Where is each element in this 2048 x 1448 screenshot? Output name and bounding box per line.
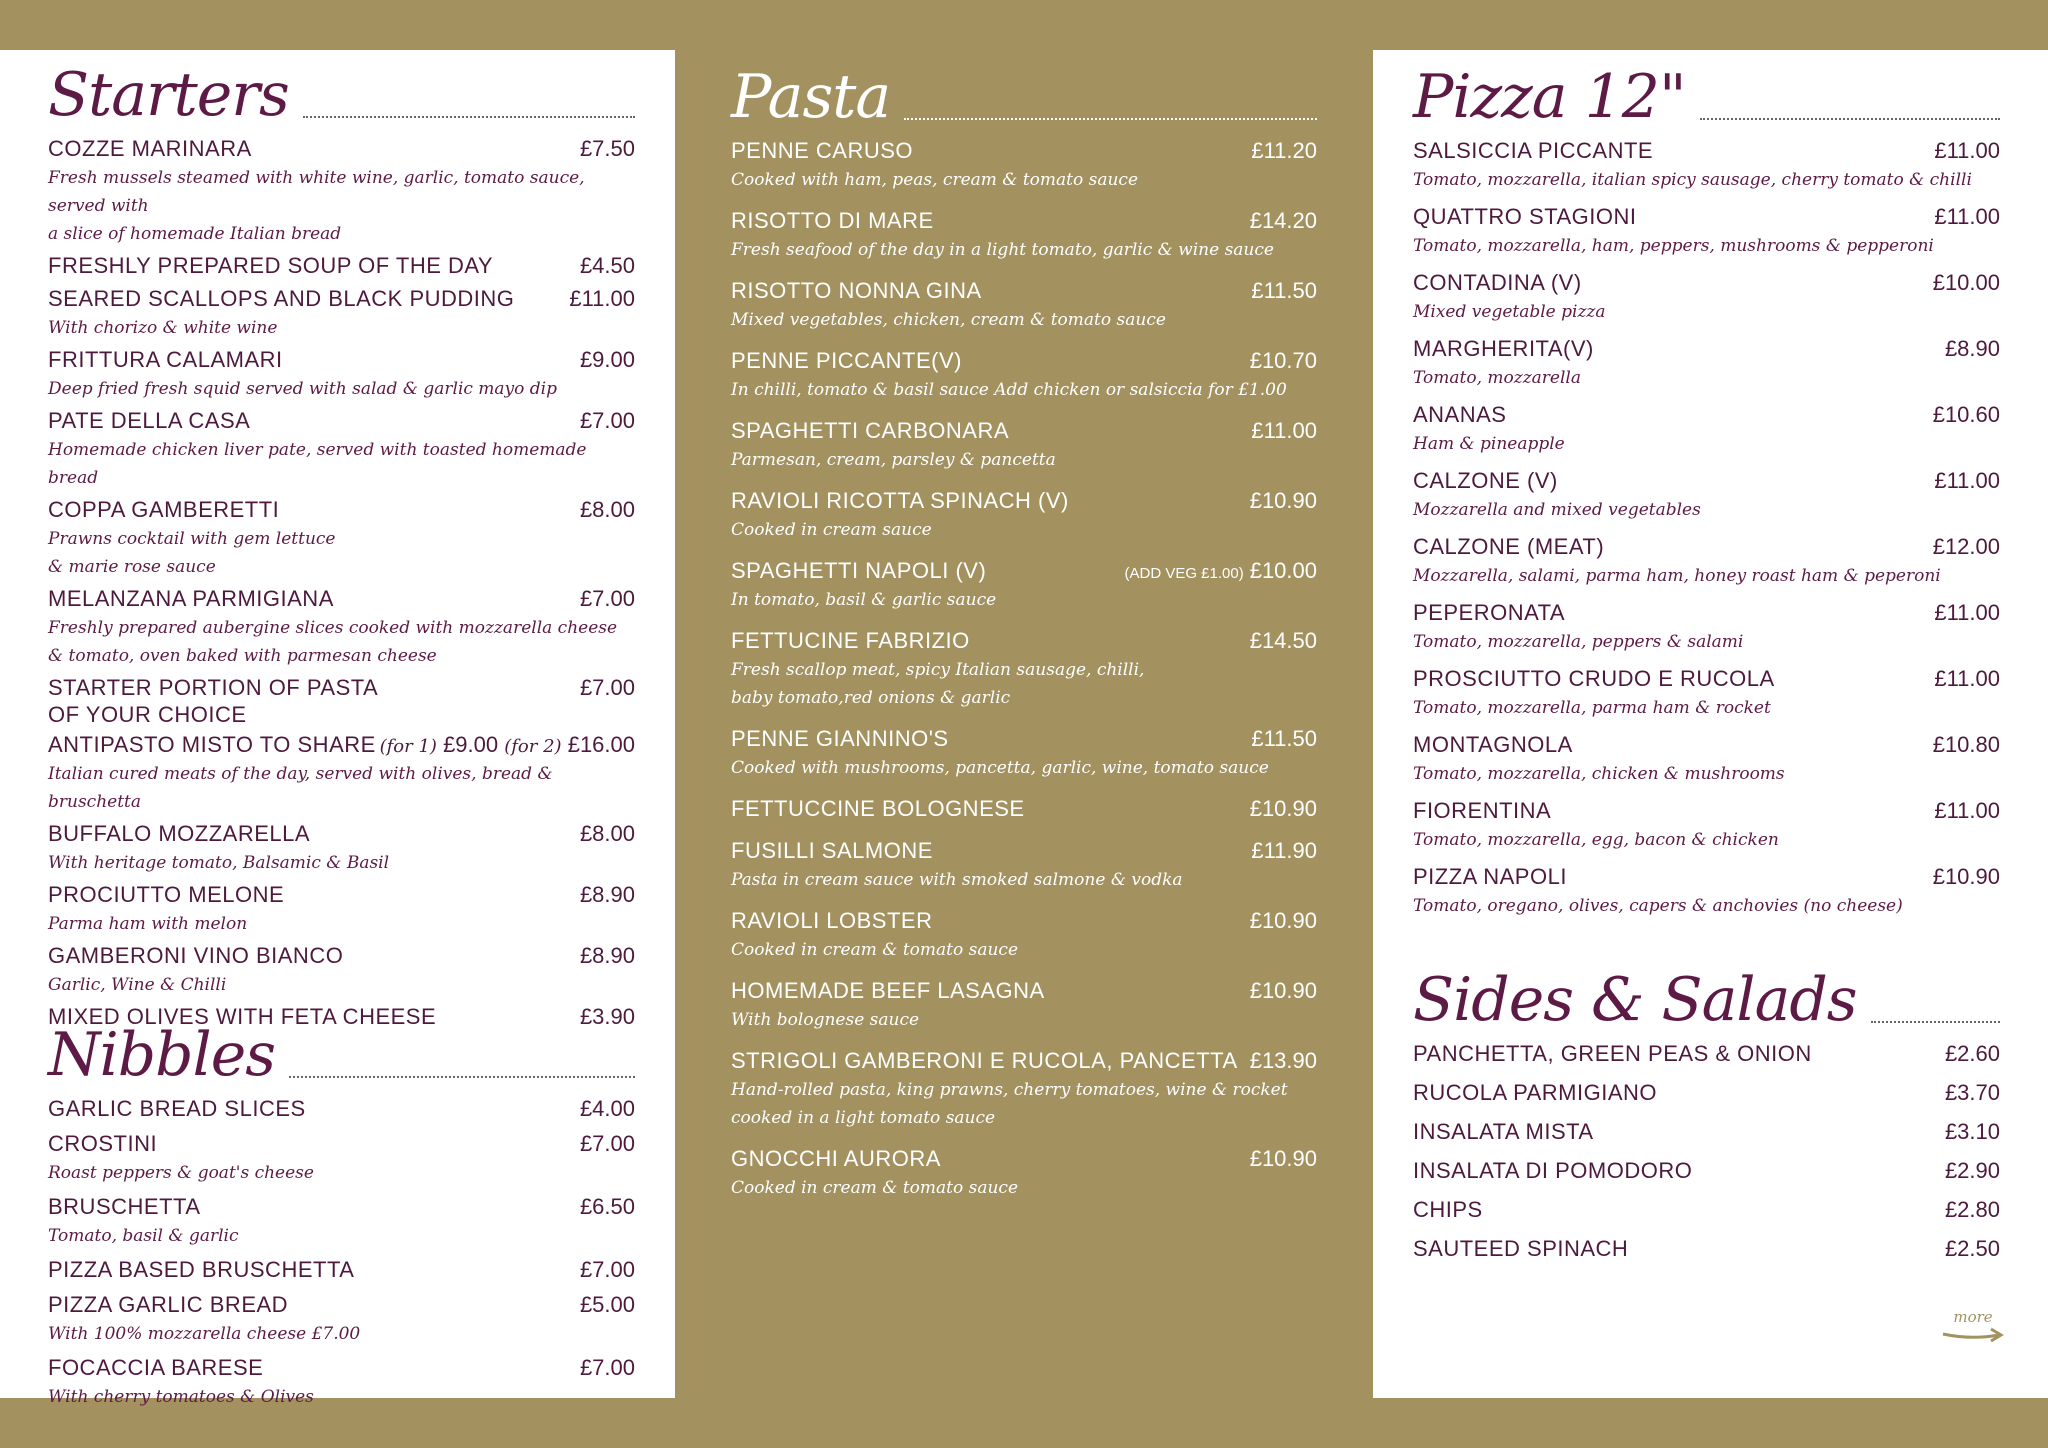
item-name: SAUTEED SPINACH bbox=[1413, 1236, 1629, 1261]
heading-divider bbox=[904, 118, 1317, 120]
item-price: £3.90 bbox=[579, 1004, 635, 1029]
menu-item-row bbox=[48, 251, 635, 281]
menu-item-row bbox=[1413, 730, 2000, 760]
item-name: FIORENTINA bbox=[1413, 798, 1552, 823]
item-description: & marie rose sauce bbox=[48, 557, 216, 577]
item-description: Deep fried fresh squid served with salad & garlic mayo dip bbox=[48, 379, 558, 399]
menu-item bbox=[731, 346, 1317, 404]
menu-item bbox=[48, 251, 635, 281]
item-price: £10.80 bbox=[1932, 732, 2000, 757]
sides-list bbox=[1413, 1039, 2000, 1264]
menu-item-row bbox=[48, 1255, 635, 1285]
menu-item bbox=[1413, 598, 2000, 656]
item-description: Mozzarella and mixed vegetables bbox=[1413, 500, 1701, 520]
item-price: £10.70 bbox=[1249, 348, 1317, 373]
item-name: CALZONE (MEAT) bbox=[1413, 534, 1605, 559]
item-description: Cooked in cream & tomato sauce bbox=[731, 1178, 1018, 1198]
item-name: GAMBERONI VINO BIANCO bbox=[48, 943, 344, 968]
menu-item bbox=[1413, 730, 2000, 788]
item-name: STRIGOLI GAMBERONI E RUCOLA, PANCETTA bbox=[731, 1048, 1238, 1073]
item-name: FRESHLY PREPARED SOUP OF THE DAY bbox=[48, 253, 494, 278]
menu-item-row bbox=[1413, 268, 2000, 298]
item-name: PENNE PICCANTE(V) bbox=[731, 348, 962, 373]
item-name: CONTADINA (V) bbox=[1413, 270, 1582, 295]
item-name: FUSILLI SALMONE bbox=[731, 838, 933, 863]
menu-item bbox=[731, 1046, 1317, 1132]
menu-item-row bbox=[48, 406, 635, 436]
item-description: With cherry tomatoes & Olives bbox=[48, 1387, 314, 1407]
item-name: PATE DELLA CASA bbox=[48, 408, 251, 433]
item-description: With chorizo & white wine bbox=[48, 318, 278, 338]
menu-item bbox=[731, 416, 1317, 474]
item-price: £8.90 bbox=[579, 882, 635, 907]
item-price: £11.00 bbox=[1934, 138, 2000, 163]
item-price: £11.50 bbox=[1251, 726, 1317, 751]
menu-item bbox=[1413, 1195, 2000, 1225]
item-price: £7.00 bbox=[579, 1257, 635, 1282]
menu-item-row bbox=[48, 284, 635, 314]
item-price: £5.00 bbox=[579, 1292, 635, 1317]
menu-item-row bbox=[48, 819, 635, 849]
menu-item bbox=[48, 345, 635, 403]
item-name: PIZZA BASED BRUSCHETTA bbox=[48, 1257, 355, 1282]
menu-item bbox=[48, 134, 635, 248]
item-price: £8.90 bbox=[579, 943, 635, 968]
pasta-heading: Pasta bbox=[731, 62, 891, 132]
item-name: PANCHETTA, GREEN PEAS & ONION bbox=[1413, 1041, 1812, 1066]
sides-heading-row bbox=[1413, 955, 2000, 1035]
menu-item bbox=[1413, 664, 2000, 722]
menu-item-row bbox=[1413, 202, 2000, 232]
menu-item-row bbox=[1413, 466, 2000, 496]
item-price: £10.00 bbox=[1932, 270, 2000, 295]
menu-item bbox=[1413, 1156, 2000, 1186]
menu-item bbox=[1413, 268, 2000, 326]
item-name: COZZE MARINARA bbox=[48, 136, 252, 161]
menu-item bbox=[48, 880, 635, 938]
starters-heading: Starters bbox=[48, 60, 289, 130]
menu-item bbox=[1413, 862, 2000, 920]
menu-item bbox=[48, 673, 635, 727]
menu-item-row bbox=[48, 1353, 635, 1383]
item-name: MARGHERITA(V) bbox=[1413, 336, 1594, 361]
menu-item bbox=[1413, 400, 2000, 458]
item-description: Italian cured meats of the day, served with olives, bread & bruschetta bbox=[48, 764, 553, 812]
item-name: ANANAS bbox=[1413, 402, 1507, 427]
item-price: £10.90 bbox=[1249, 908, 1317, 933]
item-name: MIXED OLIVES WITH FETA CHEESE bbox=[48, 1004, 437, 1029]
menu-item bbox=[1413, 796, 2000, 854]
item-name: RAVIOLI RICOTTA SPINACH (V) bbox=[731, 488, 1069, 513]
menu-item bbox=[48, 284, 635, 342]
menu-item bbox=[731, 626, 1317, 712]
item-description: Mixed vegetables, chicken, cream & tomato sauce bbox=[731, 310, 1166, 330]
item-description: & tomato, oven baked with parmesan cheese bbox=[48, 646, 437, 666]
menu-item bbox=[1413, 1078, 2000, 1108]
item-price: £10.00 bbox=[1249, 558, 1317, 583]
heading-divider bbox=[289, 1076, 635, 1078]
menu-item bbox=[731, 836, 1317, 894]
menu-item-row bbox=[731, 416, 1317, 446]
item-price: £7.50 bbox=[579, 136, 635, 161]
item-price: £11.00 bbox=[1934, 666, 2000, 691]
pasta-list bbox=[731, 136, 1317, 1202]
item-price: £13.90 bbox=[1249, 1048, 1317, 1073]
item-description: In chilli, tomato & basil sauce Add chicken or salsiccia for £1.00 bbox=[731, 380, 1287, 400]
nibbles-heading: Nibbles bbox=[48, 1020, 275, 1090]
item-description: Tomato, oregano, olives, capers & anchovies (no cheese) bbox=[1413, 896, 1903, 916]
item-price: £12.00 bbox=[1932, 534, 2000, 559]
item-name: RISOTTO DI MARE bbox=[731, 208, 934, 233]
menu-item bbox=[48, 1094, 635, 1124]
item-name: MONTAGNOLA bbox=[1413, 732, 1573, 757]
item-name: FETTUCCINE BOLOGNESE bbox=[731, 796, 1025, 821]
more-label: more bbox=[1953, 1308, 1993, 1326]
pizza-section bbox=[1413, 52, 2000, 920]
share-price-value: £16.00 bbox=[567, 732, 635, 757]
item-price: £9.00 bbox=[579, 347, 635, 372]
menu-item-row bbox=[48, 730, 635, 760]
starters-list bbox=[48, 134, 635, 1032]
item-name: PEPERONATA bbox=[1413, 600, 1566, 625]
item-description: a slice of homemade Italian bread bbox=[48, 224, 342, 244]
nibbles-heading-row bbox=[48, 1010, 635, 1090]
item-name: PIZZA GARLIC BREAD bbox=[48, 1292, 289, 1317]
menu-item-row bbox=[731, 724, 1317, 754]
menu-item-row bbox=[48, 1290, 635, 1320]
item-price: £10.90 bbox=[1249, 796, 1317, 821]
item-price: £3.10 bbox=[1944, 1119, 2000, 1144]
menu-item bbox=[1413, 136, 2000, 194]
item-description: Tomato, basil & garlic bbox=[48, 1226, 239, 1246]
menu-item bbox=[48, 1192, 635, 1250]
item-price: £10.90 bbox=[1249, 1146, 1317, 1171]
item-description: Tomato, mozzarella, peppers & salami bbox=[1413, 632, 1744, 652]
starters-panel bbox=[0, 50, 675, 1407]
item-price: £7.00 bbox=[579, 408, 635, 433]
menu-item-row bbox=[48, 495, 635, 525]
item-description: Fresh scallop meat, spicy Italian sausage, chilli, bbox=[731, 660, 1145, 680]
menu-item-row bbox=[731, 486, 1317, 516]
menu-item-row bbox=[1413, 400, 2000, 430]
item-name: GNOCCHI AURORA bbox=[731, 1146, 941, 1171]
menu-item bbox=[1413, 532, 2000, 590]
item-price: £2.50 bbox=[1944, 1236, 2000, 1261]
item-price: £10.90 bbox=[1932, 864, 2000, 889]
item-name: SPAGHETTI NAPOLI (V) bbox=[731, 558, 987, 583]
item-description: Cooked with mushrooms, pancetta, garlic, wine, tomato sauce bbox=[731, 758, 1269, 778]
item-description: Mixed vegetable pizza bbox=[1413, 302, 1606, 322]
menu-item-row bbox=[1413, 1195, 2000, 1225]
menu-item-row bbox=[1413, 1078, 2000, 1108]
menu-item-row bbox=[1413, 862, 2000, 892]
item-name: PROSCIUTTO CRUDO E RUCOLA bbox=[1413, 666, 1775, 691]
heading-divider bbox=[1700, 118, 2000, 120]
item-name: BRUSCHETTA bbox=[48, 1194, 201, 1219]
item-name: HOMEMADE BEEF LASAGNA bbox=[731, 978, 1045, 1003]
menu-item bbox=[48, 730, 635, 816]
item-price: £11.50 bbox=[1251, 278, 1317, 303]
item-description: Garlic, Wine & Chilli bbox=[48, 975, 227, 995]
item-name: GARLIC BREAD SLICES bbox=[48, 1096, 306, 1121]
menu-item-row bbox=[48, 880, 635, 910]
share-label: (for 1) bbox=[379, 736, 437, 757]
heading-divider bbox=[303, 116, 635, 118]
item-name: COPPA GAMBERETTI bbox=[48, 497, 280, 522]
menu-item bbox=[731, 206, 1317, 264]
item-description: Hand-rolled pasta, king prawns, cherry tomatoes, wine & rocket bbox=[731, 1080, 1288, 1100]
item-price: £2.90 bbox=[1944, 1158, 2000, 1183]
menu-item-row bbox=[731, 1046, 1317, 1076]
menu-item-row bbox=[1413, 1039, 2000, 1069]
item-description: Cooked with ham, peas, cream & tomato sauce bbox=[731, 170, 1139, 190]
menu-item bbox=[1413, 466, 2000, 524]
item-name: FETTUCINE FABRIZIO bbox=[731, 628, 970, 653]
menu-item-row bbox=[1413, 334, 2000, 364]
item-price: £11.00 bbox=[1251, 418, 1317, 443]
item-name: RISOTTO NONNA GINA bbox=[731, 278, 982, 303]
item-description: Pasta in cream sauce with smoked salmone & vodka bbox=[731, 870, 1183, 890]
menu-item bbox=[1413, 1234, 2000, 1264]
menu-item-row bbox=[48, 941, 635, 971]
menu-item-row bbox=[731, 556, 1317, 586]
menu-item bbox=[731, 906, 1317, 964]
item-price: £7.00 bbox=[579, 586, 635, 611]
item-description: Cooked in cream sauce bbox=[731, 520, 932, 540]
pasta-section bbox=[731, 52, 1317, 1202]
starters-heading-row bbox=[48, 50, 635, 130]
item-price: £11.00 bbox=[1934, 798, 2000, 823]
item-name: PIZZA NAPOLI bbox=[1413, 864, 1567, 889]
menu-item bbox=[48, 1353, 635, 1411]
menu-item bbox=[731, 794, 1317, 824]
item-description: With bolognese sauce bbox=[731, 1010, 920, 1030]
menu-item bbox=[731, 486, 1317, 544]
item-description: With 100% mozzarella cheese £7.00 bbox=[48, 1324, 361, 1344]
item-price: £10.60 bbox=[1932, 402, 2000, 427]
menu-item-row bbox=[731, 906, 1317, 936]
menu-item-row bbox=[48, 1192, 635, 1222]
item-description: Mozzarella, salami, parma ham, honey roast ham & peperoni bbox=[1413, 566, 1941, 586]
arrow-right-icon bbox=[1941, 1326, 2005, 1344]
menu-item-row bbox=[1413, 598, 2000, 628]
item-name: FOCACCIA BARESE bbox=[48, 1355, 264, 1380]
item-description: Parma ham with melon bbox=[48, 914, 248, 934]
item-name: CHIPS bbox=[1413, 1197, 1483, 1222]
menu-item-row bbox=[48, 1094, 635, 1124]
menu-item-row bbox=[1413, 136, 2000, 166]
item-price: £6.50 bbox=[579, 1194, 635, 1219]
item-price: £10.90 bbox=[1249, 978, 1317, 1003]
item-name: CALZONE (V) bbox=[1413, 468, 1558, 493]
item-price: £7.00 bbox=[579, 1355, 635, 1380]
item-name: BUFFALO MOZZARELLA bbox=[48, 821, 311, 846]
item-description: Roast peppers & goat's cheese bbox=[48, 1163, 314, 1183]
sides-heading: Sides & Salads bbox=[1413, 965, 1857, 1035]
item-price: £8.90 bbox=[1944, 336, 2000, 361]
menu-item-row bbox=[1413, 1234, 2000, 1264]
pizza-list bbox=[1413, 136, 2000, 920]
item-description: Freshly prepared aubergine slices cooked with mozzarella cheese bbox=[48, 618, 618, 638]
menu-item-row bbox=[1413, 1117, 2000, 1147]
item-price: £11.00 bbox=[1934, 600, 2000, 625]
menu-item-row bbox=[731, 626, 1317, 656]
menu-item-row bbox=[48, 345, 635, 375]
more-link[interactable] bbox=[1938, 1308, 2008, 1348]
nibbles-list bbox=[48, 1094, 635, 1411]
item-name: QUATTRO STAGIONI bbox=[1413, 204, 1637, 229]
item-name: STARTER PORTION OF PASTA bbox=[48, 675, 379, 700]
menu-item bbox=[48, 584, 635, 670]
item-name: RAVIOLI LOBSTER bbox=[731, 908, 933, 933]
pasta-heading-row bbox=[731, 52, 1317, 132]
share-label: (for 2) bbox=[504, 736, 562, 757]
item-price: £4.50 bbox=[579, 253, 635, 278]
menu-item-row bbox=[1413, 532, 2000, 562]
menu-item-row bbox=[1413, 796, 2000, 826]
menu-item bbox=[48, 1129, 635, 1187]
menu-item bbox=[1413, 1117, 2000, 1147]
item-description: Tomato, mozzarella, parma ham & rocket bbox=[1413, 698, 1771, 718]
nibbles-section bbox=[48, 1010, 635, 1411]
menu-item-row bbox=[1413, 664, 2000, 694]
item-name: RUCOLA PARMIGIANO bbox=[1413, 1080, 1658, 1105]
item-description: With heritage tomato, Balsamic & Basil bbox=[48, 853, 390, 873]
heading-divider bbox=[1871, 1021, 2000, 1023]
sides-section bbox=[1413, 955, 2000, 1264]
menu-item-row bbox=[48, 134, 635, 164]
item-name-line2: OF YOUR CHOICE bbox=[48, 702, 247, 727]
item-name: PENNE CARUSO bbox=[731, 138, 914, 163]
item-description: cooked in a light tomato sauce bbox=[731, 1108, 996, 1128]
menu-item bbox=[731, 724, 1317, 782]
menu-item-row bbox=[731, 346, 1317, 376]
menu-item bbox=[48, 1255, 635, 1285]
item-name: FRITTURA CALAMARI bbox=[48, 347, 283, 372]
item-price: £4.00 bbox=[579, 1096, 635, 1121]
menu-item bbox=[731, 1144, 1317, 1202]
item-name: INSALATA MISTA bbox=[1413, 1119, 1594, 1144]
menu-item bbox=[1413, 1039, 2000, 1069]
item-description: Tomato, mozzarella, ham, peppers, mushrooms & pepperoni bbox=[1413, 236, 1934, 256]
menu-item bbox=[48, 1290, 635, 1348]
item-price: £2.80 bbox=[1944, 1197, 2000, 1222]
menu-item-row bbox=[48, 673, 635, 703]
item-name: INSALATA DI POMODORO bbox=[1413, 1158, 1693, 1183]
menu-item bbox=[48, 406, 635, 492]
menu-item-row bbox=[731, 976, 1317, 1006]
item-name: SALSICCIA PICCANTE bbox=[1413, 138, 1654, 163]
item-price: £14.20 bbox=[1249, 208, 1317, 233]
menu-item bbox=[1413, 334, 2000, 392]
item-price: £11.00 bbox=[569, 286, 635, 311]
menu-item-row bbox=[48, 1129, 635, 1159]
item-price: £14.50 bbox=[1249, 628, 1317, 653]
menu-item-row bbox=[48, 584, 635, 614]
menu-item bbox=[731, 556, 1317, 614]
item-price: £11.90 bbox=[1251, 838, 1317, 863]
item-description: Tomato, mozzarella bbox=[1413, 368, 1581, 388]
menu-item-row bbox=[731, 136, 1317, 166]
menu-item bbox=[48, 941, 635, 999]
item-description: Parmesan, cream, parsley & pancetta bbox=[731, 450, 1056, 470]
item-description: Tomato, mozzarella, italian spicy sausage, cherry tomato & chilli bbox=[1413, 170, 1972, 190]
menu-item bbox=[731, 276, 1317, 334]
item-description: Fresh seafood of the day in a light tomato, garlic & wine sauce bbox=[731, 240, 1274, 260]
item-description: In tomato, basil & garlic sauce bbox=[731, 590, 997, 610]
item-price: £10.90 bbox=[1249, 488, 1317, 513]
menu-item bbox=[48, 819, 635, 877]
item-name: PROCIUTTO MELONE bbox=[48, 882, 285, 907]
menu-item-row bbox=[731, 206, 1317, 236]
item-description: Fresh mussels steamed with white wine, garlic, tomato sauce, served with bbox=[48, 168, 585, 216]
item-name: PENNE GIANNINO'S bbox=[731, 726, 949, 751]
share-price-value: £9.00 bbox=[443, 732, 499, 757]
menu-item-row bbox=[731, 276, 1317, 306]
menu-item-row bbox=[731, 836, 1317, 866]
pizza-heading-row bbox=[1413, 52, 2000, 132]
menu-item-row bbox=[731, 794, 1317, 824]
item-price: £11.20 bbox=[1251, 138, 1317, 163]
item-price: £11.00 bbox=[1934, 468, 2000, 493]
item-price: £11.00 bbox=[1934, 204, 2000, 229]
item-price: £7.00 bbox=[579, 675, 635, 700]
menu-item bbox=[48, 495, 635, 581]
item-name: SPAGHETTI CARBONARA bbox=[731, 418, 1010, 443]
starters-section bbox=[48, 50, 635, 1032]
menu-item-row bbox=[1413, 1156, 2000, 1186]
pizza-panel bbox=[1373, 50, 2048, 1398]
share-price bbox=[380, 732, 635, 758]
item-price: £2.60 bbox=[1944, 1041, 2000, 1066]
item-name: ANTIPASTO MISTO TO SHARE bbox=[48, 732, 376, 757]
item-price: £8.00 bbox=[579, 497, 635, 522]
pizza-heading: Pizza 12" bbox=[1413, 62, 1686, 132]
item-description: Ham & pineapple bbox=[1413, 434, 1565, 454]
item-price: £8.00 bbox=[579, 821, 635, 846]
item-price: £3.70 bbox=[1944, 1080, 2000, 1105]
menu-item bbox=[731, 136, 1317, 194]
item-name: CROSTINI bbox=[48, 1131, 158, 1156]
item-description: Tomato, mozzarella, chicken & mushrooms bbox=[1413, 764, 1785, 784]
menu-item bbox=[731, 976, 1317, 1034]
item-description: Prawns cocktail with gem lettuce bbox=[48, 529, 336, 549]
menu-item bbox=[1413, 202, 2000, 260]
item-name: SEARED SCALLOPS AND BLACK PUDDING bbox=[48, 286, 515, 311]
item-extra: (ADD VEG £1.00) bbox=[1124, 565, 1244, 582]
item-price: £7.00 bbox=[579, 1131, 635, 1156]
pasta-panel bbox=[675, 50, 1373, 1398]
item-name: MELANZANA PARMIGIANA bbox=[48, 586, 334, 611]
item-description: baby tomato,red onions & garlic bbox=[731, 688, 1011, 708]
item-description: Tomato, mozzarella, egg, bacon & chicken bbox=[1413, 830, 1779, 850]
item-description: Cooked in cream & tomato sauce bbox=[731, 940, 1018, 960]
item-description: Homemade chicken liver pate, served with toasted homemade bread bbox=[48, 440, 587, 488]
menu-item-row bbox=[731, 1144, 1317, 1174]
